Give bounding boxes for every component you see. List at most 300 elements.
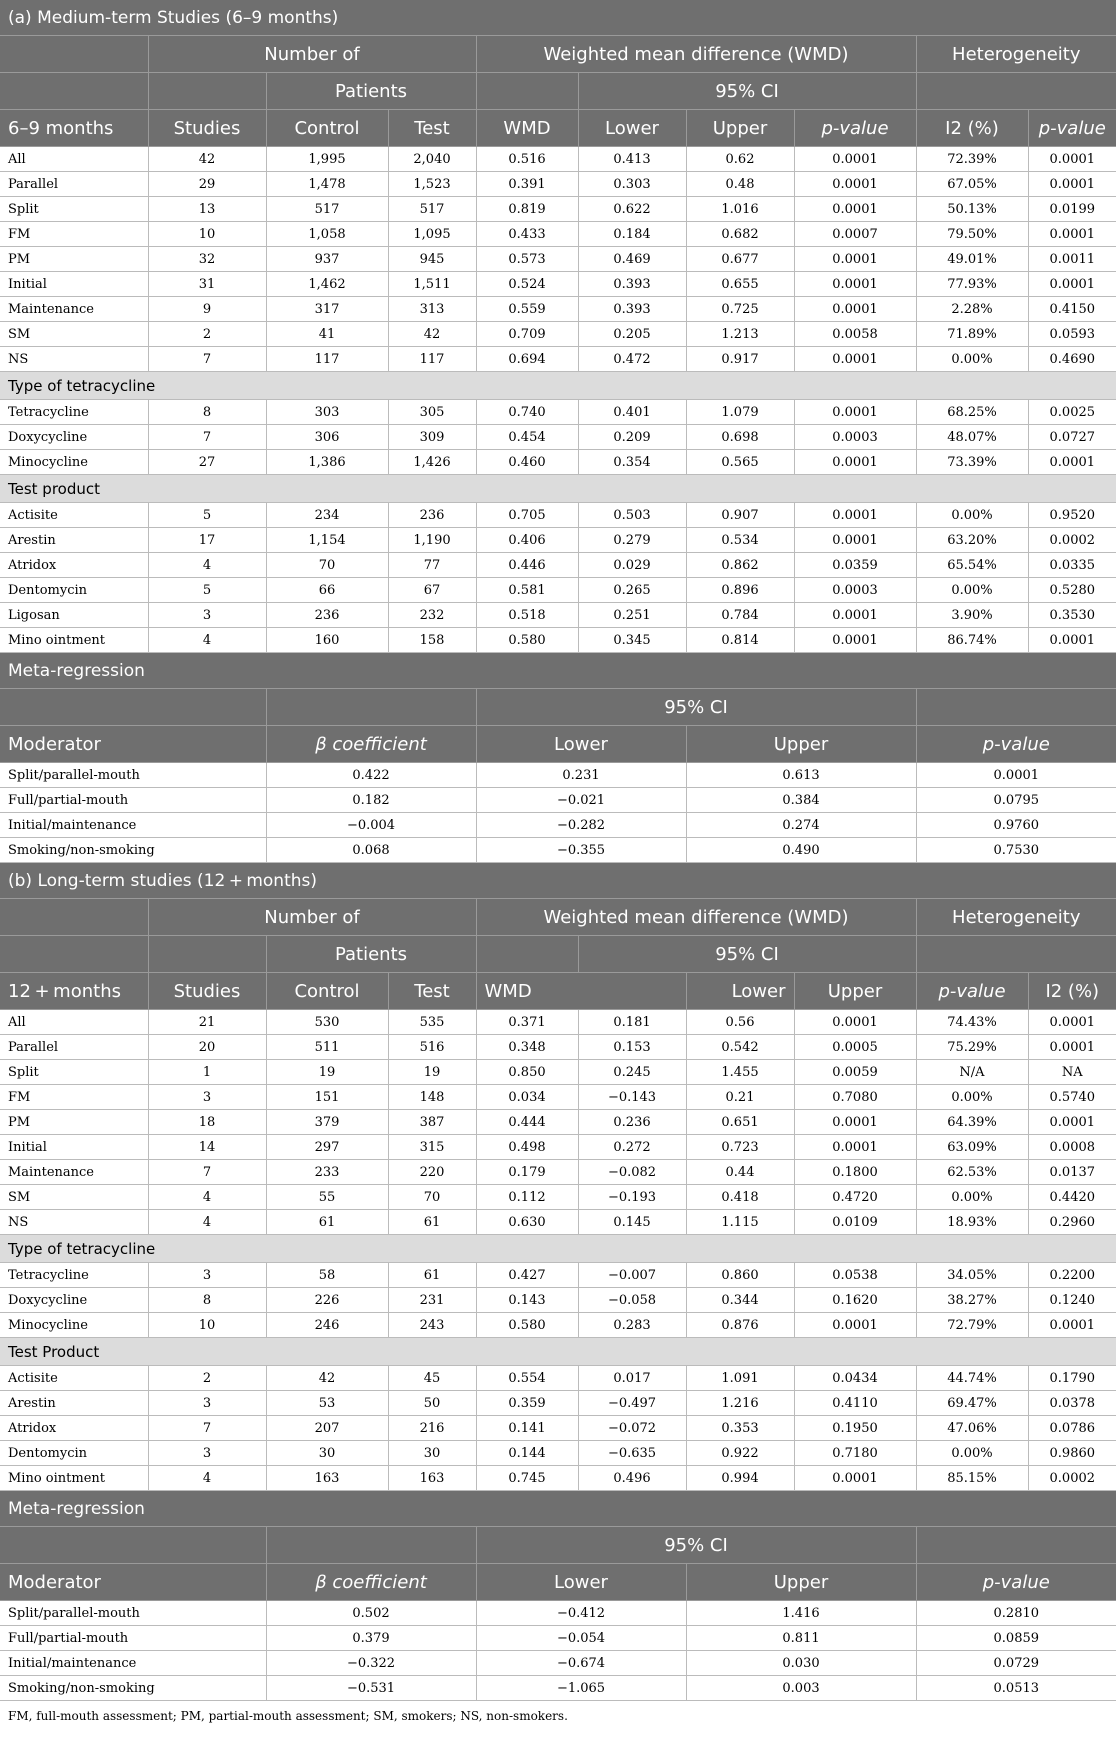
meta-value: 0.379 bbox=[266, 1626, 476, 1651]
table-row bbox=[0, 1060, 1116, 1085]
row-label: PM bbox=[0, 1110, 148, 1135]
value-cell: 0.542 bbox=[686, 1035, 794, 1060]
column-header: WMD bbox=[476, 973, 686, 1010]
value-cell: 0.359 bbox=[476, 1391, 578, 1416]
table-row bbox=[0, 1085, 1116, 1110]
value-cell: 0.0109 bbox=[794, 1210, 916, 1235]
meta-value: −0.322 bbox=[266, 1651, 476, 1676]
value-cell: 0.393 bbox=[578, 297, 686, 322]
value-cell: 0.00% bbox=[916, 578, 1028, 603]
value-cell: 0.4110 bbox=[794, 1391, 916, 1416]
table-row bbox=[0, 322, 1116, 347]
value-cell: 48.07% bbox=[916, 425, 1028, 450]
value-cell: 79.50% bbox=[916, 222, 1028, 247]
value-cell: 1.455 bbox=[686, 1060, 794, 1085]
value-cell: 297 bbox=[266, 1135, 388, 1160]
table-row bbox=[0, 197, 1116, 222]
value-cell: 1.016 bbox=[686, 197, 794, 222]
value-cell: 0.209 bbox=[578, 425, 686, 450]
value-cell: 0.0137 bbox=[1028, 1160, 1116, 1185]
value-cell: 0.179 bbox=[476, 1160, 578, 1185]
meta-value: 0.0795 bbox=[916, 788, 1116, 813]
value-cell: 0.0359 bbox=[794, 553, 916, 578]
value-cell: 0.144 bbox=[476, 1441, 578, 1466]
value-cell: 1,995 bbox=[266, 147, 388, 172]
value-cell: 1,462 bbox=[266, 272, 388, 297]
row-label: Mino ointment bbox=[0, 628, 148, 653]
group-row bbox=[0, 1235, 1116, 1263]
header-cell bbox=[148, 73, 266, 110]
value-cell: 0.723 bbox=[686, 1135, 794, 1160]
value-cell: 1.091 bbox=[686, 1366, 794, 1391]
value-cell: 30 bbox=[388, 1441, 476, 1466]
column-header: I2 (%) bbox=[1028, 973, 1116, 1010]
value-cell: 937 bbox=[266, 247, 388, 272]
table-row bbox=[0, 1288, 1116, 1313]
column-header: 6–9 months bbox=[0, 110, 148, 147]
moderator-label: Split/parallel-mouth bbox=[0, 1601, 266, 1626]
value-cell: 5 bbox=[148, 503, 266, 528]
value-cell: 0.677 bbox=[686, 247, 794, 272]
meta-value: 0.274 bbox=[686, 813, 916, 838]
column-header: WMD bbox=[476, 110, 578, 147]
value-cell: 85.15% bbox=[916, 1466, 1028, 1491]
value-cell: −0.072 bbox=[578, 1416, 686, 1441]
value-cell: −0.193 bbox=[578, 1185, 686, 1210]
meta-value: 0.613 bbox=[686, 763, 916, 788]
row-label: Atridox bbox=[0, 1416, 148, 1441]
meta-row bbox=[0, 788, 1116, 813]
value-cell: 0.0001 bbox=[1028, 628, 1116, 653]
value-cell: 379 bbox=[266, 1110, 388, 1135]
value-cell: 0.4690 bbox=[1028, 347, 1116, 372]
value-cell: 0.0001 bbox=[794, 172, 916, 197]
table-row bbox=[0, 1416, 1116, 1441]
value-cell: 0.922 bbox=[686, 1441, 794, 1466]
value-cell: 0.694 bbox=[476, 347, 578, 372]
table-row bbox=[0, 1263, 1116, 1288]
value-cell: 67.05% bbox=[916, 172, 1028, 197]
value-cell: 0.0001 bbox=[1028, 272, 1116, 297]
value-cell: 0.0001 bbox=[794, 503, 916, 528]
table-row bbox=[0, 1313, 1116, 1338]
value-cell: 0.622 bbox=[578, 197, 686, 222]
value-cell: 53 bbox=[266, 1391, 388, 1416]
moderator-label: Smoking/non-smoking bbox=[0, 1676, 266, 1701]
header-cell bbox=[0, 899, 148, 936]
meta-value: −0.674 bbox=[476, 1651, 686, 1676]
value-cell: 65.54% bbox=[916, 553, 1028, 578]
header-cell bbox=[0, 36, 148, 73]
value-cell: 0.034 bbox=[476, 1085, 578, 1110]
value-cell: 77.93% bbox=[916, 272, 1028, 297]
value-cell: 5 bbox=[148, 578, 266, 603]
meta-header-row-2 bbox=[0, 726, 1116, 763]
value-cell: 305 bbox=[388, 400, 476, 425]
value-cell: 0.896 bbox=[686, 578, 794, 603]
meta-value: −0.412 bbox=[476, 1601, 686, 1626]
row-label: Arestin bbox=[0, 1391, 148, 1416]
value-cell: 0.3530 bbox=[1028, 603, 1116, 628]
meta-value: 0.9760 bbox=[916, 813, 1116, 838]
value-cell: 3 bbox=[148, 603, 266, 628]
value-cell: 306 bbox=[266, 425, 388, 450]
value-cell: 77 bbox=[388, 553, 476, 578]
value-cell: 0.862 bbox=[686, 553, 794, 578]
value-cell: 0.401 bbox=[578, 400, 686, 425]
row-label: Actisite bbox=[0, 503, 148, 528]
row-label: Arestin bbox=[0, 528, 148, 553]
moderator-label: Initial/maintenance bbox=[0, 813, 266, 838]
header-cell bbox=[266, 689, 476, 726]
header-cell bbox=[916, 73, 1116, 110]
value-cell: 2 bbox=[148, 322, 266, 347]
value-cell: 232 bbox=[388, 603, 476, 628]
column-header: Test bbox=[388, 973, 476, 1010]
value-cell: N/A bbox=[916, 1060, 1028, 1085]
value-cell: 0.0058 bbox=[794, 322, 916, 347]
value-cell: 0.0593 bbox=[1028, 322, 1116, 347]
value-cell: 45 bbox=[388, 1366, 476, 1391]
meta-column-header: p-value bbox=[916, 1564, 1116, 1601]
meta-value: −1.065 bbox=[476, 1676, 686, 1701]
header-wmd: Weighted mean difference (WMD) bbox=[476, 36, 916, 73]
meta-header-row-1 bbox=[0, 689, 1116, 726]
moderator-label: Split/parallel-mouth bbox=[0, 763, 266, 788]
value-cell: 0.265 bbox=[578, 578, 686, 603]
value-cell: 0.181 bbox=[578, 1010, 686, 1035]
value-cell: 19 bbox=[266, 1060, 388, 1085]
value-cell: 0.393 bbox=[578, 272, 686, 297]
value-cell: 69.47% bbox=[916, 1391, 1028, 1416]
column-header: p-value bbox=[1028, 110, 1116, 147]
value-cell: 55 bbox=[266, 1185, 388, 1210]
value-cell: 0.0025 bbox=[1028, 400, 1116, 425]
row-label: Tetracycline bbox=[0, 1263, 148, 1288]
column-header: Test bbox=[388, 110, 476, 147]
header-cell bbox=[0, 936, 148, 973]
row-label: NS bbox=[0, 347, 148, 372]
row-label: NS bbox=[0, 1210, 148, 1235]
table-row bbox=[0, 425, 1116, 450]
value-cell: 216 bbox=[388, 1416, 476, 1441]
value-cell: 0.655 bbox=[686, 272, 794, 297]
meta-value: 0.7530 bbox=[916, 838, 1116, 863]
value-cell: 0.2960 bbox=[1028, 1210, 1116, 1235]
value-cell: 0.0001 bbox=[794, 1110, 916, 1135]
meta-value: 0.182 bbox=[266, 788, 476, 813]
meta-value: 1.416 bbox=[686, 1601, 916, 1626]
row-label: Dentomycin bbox=[0, 578, 148, 603]
value-cell: 0.00% bbox=[916, 347, 1028, 372]
value-cell: 0.454 bbox=[476, 425, 578, 450]
value-cell: 64.39% bbox=[916, 1110, 1028, 1135]
value-cell: 0.433 bbox=[476, 222, 578, 247]
value-cell: 20 bbox=[148, 1035, 266, 1060]
value-cell: 62.53% bbox=[916, 1160, 1028, 1185]
value-cell: 243 bbox=[388, 1313, 476, 1338]
value-cell: 0.698 bbox=[686, 425, 794, 450]
value-cell: 0.651 bbox=[686, 1110, 794, 1135]
value-cell: 2 bbox=[148, 1366, 266, 1391]
value-cell: 517 bbox=[388, 197, 476, 222]
value-cell: 0.00% bbox=[916, 1085, 1028, 1110]
header-heterogeneity: Heterogeneity bbox=[916, 36, 1116, 73]
meta-value: 0.422 bbox=[266, 763, 476, 788]
value-cell: 0.00% bbox=[916, 1185, 1028, 1210]
row-label: Actisite bbox=[0, 1366, 148, 1391]
meta-column-header: Moderator bbox=[0, 1564, 266, 1601]
meta-column-header: Lower bbox=[476, 1564, 686, 1601]
value-cell: 0.0003 bbox=[794, 425, 916, 450]
value-cell: 117 bbox=[388, 347, 476, 372]
value-cell: 117 bbox=[266, 347, 388, 372]
column-header: Studies bbox=[148, 973, 266, 1010]
row-label: Minocycline bbox=[0, 450, 148, 475]
group-title: Test Product bbox=[0, 1338, 1116, 1366]
value-cell: 0.0001 bbox=[1028, 1035, 1116, 1060]
meta-title-row bbox=[0, 653, 1116, 689]
value-cell: 0.0001 bbox=[1028, 1110, 1116, 1135]
meta-row bbox=[0, 1651, 1116, 1676]
table-row bbox=[0, 1185, 1116, 1210]
header-heterogeneity: Heterogeneity bbox=[916, 899, 1116, 936]
value-cell: 1,426 bbox=[388, 450, 476, 475]
value-cell: 0.559 bbox=[476, 297, 578, 322]
value-cell: 1,095 bbox=[388, 222, 476, 247]
value-cell: 0.0001 bbox=[794, 1010, 916, 1035]
value-cell: 70 bbox=[266, 553, 388, 578]
value-cell: 0.1950 bbox=[794, 1416, 916, 1441]
value-cell: 0.344 bbox=[686, 1288, 794, 1313]
value-cell: 1,478 bbox=[266, 172, 388, 197]
table-row bbox=[0, 528, 1116, 553]
value-cell: 0.279 bbox=[578, 528, 686, 553]
value-cell: 86.74% bbox=[916, 628, 1028, 653]
value-cell: 0.0001 bbox=[794, 347, 916, 372]
table-footnote: FM, full-mouth assessment; PM, partial-mouth assessment; SM, smokers; NS, non-smokers. bbox=[8, 1709, 568, 1723]
value-cell: 7 bbox=[148, 425, 266, 450]
value-cell: −0.082 bbox=[578, 1160, 686, 1185]
value-cell: 3 bbox=[148, 1391, 266, 1416]
meta-value: 0.811 bbox=[686, 1626, 916, 1651]
value-cell: 0.784 bbox=[686, 603, 794, 628]
section-title: (b) Long-term studies (12 + months) bbox=[0, 863, 1116, 899]
value-cell: 30 bbox=[266, 1441, 388, 1466]
value-cell: 148 bbox=[388, 1085, 476, 1110]
value-cell: 0.0001 bbox=[794, 400, 916, 425]
value-cell: 0.581 bbox=[476, 578, 578, 603]
value-cell: 0.0007 bbox=[794, 222, 916, 247]
value-cell: 29 bbox=[148, 172, 266, 197]
value-cell: 73.39% bbox=[916, 450, 1028, 475]
value-cell: 0.1240 bbox=[1028, 1288, 1116, 1313]
value-cell: 0.56 bbox=[686, 1010, 794, 1035]
value-cell: 0.354 bbox=[578, 450, 686, 475]
value-cell: 317 bbox=[266, 297, 388, 322]
value-cell: 163 bbox=[388, 1466, 476, 1491]
value-cell: 61 bbox=[388, 1210, 476, 1235]
value-cell: 0.917 bbox=[686, 347, 794, 372]
meta-title: Meta-regression bbox=[0, 1491, 1116, 1527]
value-cell: 0.580 bbox=[476, 1313, 578, 1338]
value-cell: 0.0001 bbox=[794, 1135, 916, 1160]
meta-value: 0.0001 bbox=[916, 763, 1116, 788]
table-row bbox=[0, 297, 1116, 322]
row-label: Maintenance bbox=[0, 297, 148, 322]
table-row bbox=[0, 347, 1116, 372]
group-row bbox=[0, 1338, 1116, 1366]
table-row bbox=[0, 222, 1116, 247]
value-cell: 0.153 bbox=[578, 1035, 686, 1060]
value-cell: 41 bbox=[266, 322, 388, 347]
value-cell: 0.580 bbox=[476, 628, 578, 653]
value-cell: 0.21 bbox=[686, 1085, 794, 1110]
value-cell: 0.994 bbox=[686, 1466, 794, 1491]
value-cell: 0.4420 bbox=[1028, 1185, 1116, 1210]
row-label: Ligosan bbox=[0, 603, 148, 628]
value-cell: 4 bbox=[148, 1185, 266, 1210]
value-cell: 42 bbox=[266, 1366, 388, 1391]
value-cell: 63.20% bbox=[916, 528, 1028, 553]
value-cell: 0.0199 bbox=[1028, 197, 1116, 222]
value-cell: −0.058 bbox=[578, 1288, 686, 1313]
value-cell: 74.43% bbox=[916, 1010, 1028, 1035]
header-row-1 bbox=[0, 36, 1116, 73]
value-cell: 58 bbox=[266, 1263, 388, 1288]
value-cell: 0.205 bbox=[578, 322, 686, 347]
meta-column-header: Moderator bbox=[0, 726, 266, 763]
row-label: Atridox bbox=[0, 553, 148, 578]
meta-header-ci: 95% CI bbox=[476, 689, 916, 726]
value-cell: 0.418 bbox=[686, 1185, 794, 1210]
meta-column-header: β coefficient bbox=[266, 726, 476, 763]
value-cell: 0.236 bbox=[578, 1110, 686, 1135]
row-label: Doxycycline bbox=[0, 1288, 148, 1313]
value-cell: 0.0434 bbox=[794, 1366, 916, 1391]
value-cell: 3 bbox=[148, 1263, 266, 1288]
value-cell: 0.907 bbox=[686, 503, 794, 528]
value-cell: 0.819 bbox=[476, 197, 578, 222]
header-ci: 95% CI bbox=[578, 936, 916, 973]
value-cell: 0.0001 bbox=[794, 247, 916, 272]
value-cell: 0.460 bbox=[476, 450, 578, 475]
moderator-label: Full/partial-mouth bbox=[0, 788, 266, 813]
header-patients: Patients bbox=[266, 936, 476, 973]
meta-value: 0.490 bbox=[686, 838, 916, 863]
header-patients: Patients bbox=[266, 73, 476, 110]
value-cell: 0.0378 bbox=[1028, 1391, 1116, 1416]
value-cell: 34.05% bbox=[916, 1263, 1028, 1288]
meta-row bbox=[0, 763, 1116, 788]
value-cell: 0.251 bbox=[578, 603, 686, 628]
column-header: Lower bbox=[686, 973, 794, 1010]
value-cell: 0.413 bbox=[578, 147, 686, 172]
column-header: Control bbox=[266, 973, 388, 1010]
value-cell: 61 bbox=[266, 1210, 388, 1235]
header-row-2 bbox=[0, 73, 1116, 110]
meta-title: Meta-regression bbox=[0, 653, 1116, 689]
value-cell: 7 bbox=[148, 1416, 266, 1441]
value-cell: 0.709 bbox=[476, 322, 578, 347]
row-label: Split bbox=[0, 1060, 148, 1085]
meta-value: −0.355 bbox=[476, 838, 686, 863]
value-cell: 10 bbox=[148, 222, 266, 247]
value-cell: 0.4150 bbox=[1028, 297, 1116, 322]
value-cell: 0.0005 bbox=[794, 1035, 916, 1060]
meta-value: 0.0513 bbox=[916, 1676, 1116, 1701]
value-cell: 18.93% bbox=[916, 1210, 1028, 1235]
value-cell: 0.62 bbox=[686, 147, 794, 172]
value-cell: 0.353 bbox=[686, 1416, 794, 1441]
value-cell: 387 bbox=[388, 1110, 476, 1135]
value-cell: 0.573 bbox=[476, 247, 578, 272]
value-cell: 0.283 bbox=[578, 1313, 686, 1338]
meta-value: 0.2810 bbox=[916, 1601, 1116, 1626]
moderator-label: Full/partial-mouth bbox=[0, 1626, 266, 1651]
value-cell: 1 bbox=[148, 1060, 266, 1085]
header-cell bbox=[0, 73, 148, 110]
value-cell: 0.860 bbox=[686, 1263, 794, 1288]
value-cell: 4 bbox=[148, 553, 266, 578]
value-cell: 535 bbox=[388, 1010, 476, 1035]
value-cell: 0.017 bbox=[578, 1366, 686, 1391]
meta-row bbox=[0, 1601, 1116, 1626]
value-cell: 0.0786 bbox=[1028, 1416, 1116, 1441]
value-cell: 220 bbox=[388, 1160, 476, 1185]
table-row bbox=[0, 628, 1116, 653]
value-cell: 0.0001 bbox=[794, 528, 916, 553]
row-label: Minocycline bbox=[0, 1313, 148, 1338]
value-cell: 18 bbox=[148, 1110, 266, 1135]
value-cell: 0.112 bbox=[476, 1185, 578, 1210]
value-cell: 19 bbox=[388, 1060, 476, 1085]
value-cell: 0.0059 bbox=[794, 1060, 916, 1085]
value-cell: 17 bbox=[148, 528, 266, 553]
value-cell: 31 bbox=[148, 272, 266, 297]
value-cell: 0.141 bbox=[476, 1416, 578, 1441]
value-cell: 50.13% bbox=[916, 197, 1028, 222]
value-cell: 0.534 bbox=[686, 528, 794, 553]
meta-value: −0.004 bbox=[266, 813, 476, 838]
value-cell: 8 bbox=[148, 1288, 266, 1313]
meta-row bbox=[0, 1626, 1116, 1651]
table-row bbox=[0, 147, 1116, 172]
value-cell: 0.0001 bbox=[794, 450, 916, 475]
value-cell: 44.74% bbox=[916, 1366, 1028, 1391]
column-header: Control bbox=[266, 110, 388, 147]
value-cell: 0.48 bbox=[686, 172, 794, 197]
value-cell: 0.1800 bbox=[794, 1160, 916, 1185]
value-cell: 1.213 bbox=[686, 322, 794, 347]
section-title-row bbox=[0, 863, 1116, 899]
header-row-3 bbox=[0, 110, 1116, 147]
value-cell: 309 bbox=[388, 425, 476, 450]
meta-row bbox=[0, 1676, 1116, 1701]
header-row-3 bbox=[0, 973, 1116, 1010]
value-cell: 1,190 bbox=[388, 528, 476, 553]
table-row bbox=[0, 450, 1116, 475]
value-cell: 47.06% bbox=[916, 1416, 1028, 1441]
value-cell: 163 bbox=[266, 1466, 388, 1491]
value-cell: 4 bbox=[148, 1210, 266, 1235]
header-row-2 bbox=[0, 936, 1116, 973]
value-cell: −0.007 bbox=[578, 1263, 686, 1288]
value-cell: 0.705 bbox=[476, 503, 578, 528]
value-cell: 1,058 bbox=[266, 222, 388, 247]
meta-value: 0.003 bbox=[686, 1676, 916, 1701]
value-cell: 303 bbox=[266, 400, 388, 425]
